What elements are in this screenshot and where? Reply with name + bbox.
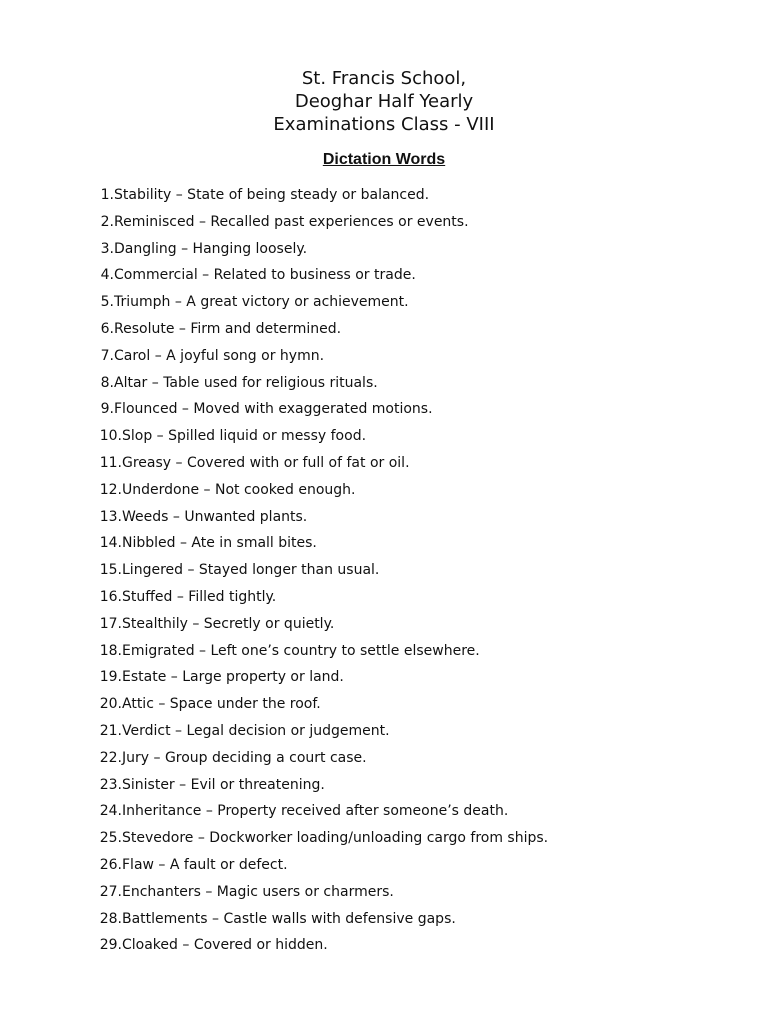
list-item-text: Cloaked – Covered or hidden. bbox=[122, 937, 328, 954]
list-item-text: Triumph – A great victory or achievement. bbox=[114, 294, 409, 311]
section-title: Dictation Words bbox=[322, 151, 446, 168]
list-item-text: Dangling – Hanging loosely. bbox=[114, 240, 308, 257]
list-item-number: 1. bbox=[100, 187, 114, 203]
list-item-text: Underdone – Not cooked enough. bbox=[122, 481, 356, 498]
list-item-number: 16. bbox=[99, 588, 122, 605]
list-item-number: 28. bbox=[99, 910, 122, 927]
list-item-number: 14. bbox=[99, 535, 122, 552]
list-item-text: Enchanters – Magic users or charmers. bbox=[122, 883, 394, 900]
list-item-text: Emigrated – Left one’s country to settle elsewhere. bbox=[122, 642, 480, 659]
list-item-number: 6. bbox=[100, 320, 114, 337]
list-item-number: 11. bbox=[99, 454, 122, 471]
list-item-text: Jury – Group deciding a court case. bbox=[122, 749, 367, 766]
list-item-text: Resolute – Firm and determined. bbox=[114, 320, 342, 337]
list-item-text: Stuffed – Filled tightly. bbox=[122, 588, 277, 605]
list-item-text: Battlements – Castle walls with defensive gaps. bbox=[122, 910, 456, 927]
list-item-number: 13. bbox=[99, 508, 122, 525]
list-item-number: 18. bbox=[99, 642, 122, 659]
list-item-number: 23. bbox=[99, 776, 122, 793]
list-item-text: Attic – Space under the roof. bbox=[122, 696, 321, 713]
list-item-number: 2. bbox=[100, 213, 114, 230]
list-item-number: 4. bbox=[100, 267, 114, 284]
list-item-number: 9. bbox=[100, 401, 114, 418]
list-item-text: Flounced – Moved with exaggerated motions. bbox=[114, 401, 433, 418]
list-item-text: Lingered – Stayed longer than usual. bbox=[122, 562, 380, 579]
exam-title: Deoghar Half Yearly bbox=[294, 91, 474, 112]
list-item-number: 3. bbox=[100, 240, 114, 257]
document-header bbox=[0, 67, 768, 136]
list-item-number: 22. bbox=[99, 749, 122, 766]
list-item-text: Reminisced – Recalled past experiences or events. bbox=[114, 213, 469, 230]
list-item-number: 7. bbox=[100, 347, 114, 364]
list-item-number: 29. bbox=[99, 937, 122, 954]
list-item-text: Verdict – Legal decision or judgement. bbox=[122, 722, 390, 739]
list-item-number: 15. bbox=[99, 562, 122, 579]
list-item-text: Stealthily – Secretly or quietly. bbox=[122, 615, 335, 632]
class-title: Examinations Class - VIII bbox=[273, 114, 495, 135]
list-item-number: 5. bbox=[100, 294, 114, 311]
list-item-number: 17. bbox=[99, 615, 122, 632]
list-item-number: 19. bbox=[99, 669, 122, 686]
list-item-number: 21. bbox=[99, 722, 122, 739]
list-item-text: Commercial – Related to business or trade. bbox=[114, 267, 416, 284]
list-item-number: 12. bbox=[99, 481, 122, 498]
list-item-text: Flaw – A fault or defect. bbox=[122, 856, 288, 873]
list-item-text: Sinister – Evil or threatening. bbox=[122, 776, 325, 793]
list-item-text: Greasy – Covered with or full of fat or oil. bbox=[122, 454, 410, 471]
list-item-number: 10. bbox=[99, 428, 122, 445]
list-item-number: 25. bbox=[99, 830, 122, 847]
list-item-text: Weeds – Unwanted plants. bbox=[122, 508, 308, 525]
list-item-number: 20. bbox=[99, 696, 122, 713]
list-item-text: Stevedore – Dockworker loading/unloading cargo from ships. bbox=[122, 830, 549, 847]
list-item-number: 26. bbox=[99, 856, 122, 873]
list-item-text: Slop – Spilled liquid or messy food. bbox=[122, 428, 367, 445]
list-item-text: Nibbled – Ate in small bites. bbox=[122, 535, 317, 552]
list-item-text: Carol – A joyful song or hymn. bbox=[114, 347, 325, 364]
school-name: St. Francis School, bbox=[301, 68, 467, 89]
list-item-text: Altar – Table used for religious rituals. bbox=[114, 374, 378, 391]
list-item-text: Estate – Large property or land. bbox=[122, 669, 344, 686]
list-item-number: 24. bbox=[99, 803, 122, 820]
list-item-text: Inheritance – Property received after someone’s death. bbox=[122, 803, 509, 820]
list-item-number: 8. bbox=[100, 374, 114, 391]
list-item-number: 27. bbox=[99, 883, 122, 900]
list-item-text: Stability – State of being steady or balanced. bbox=[114, 187, 430, 203]
